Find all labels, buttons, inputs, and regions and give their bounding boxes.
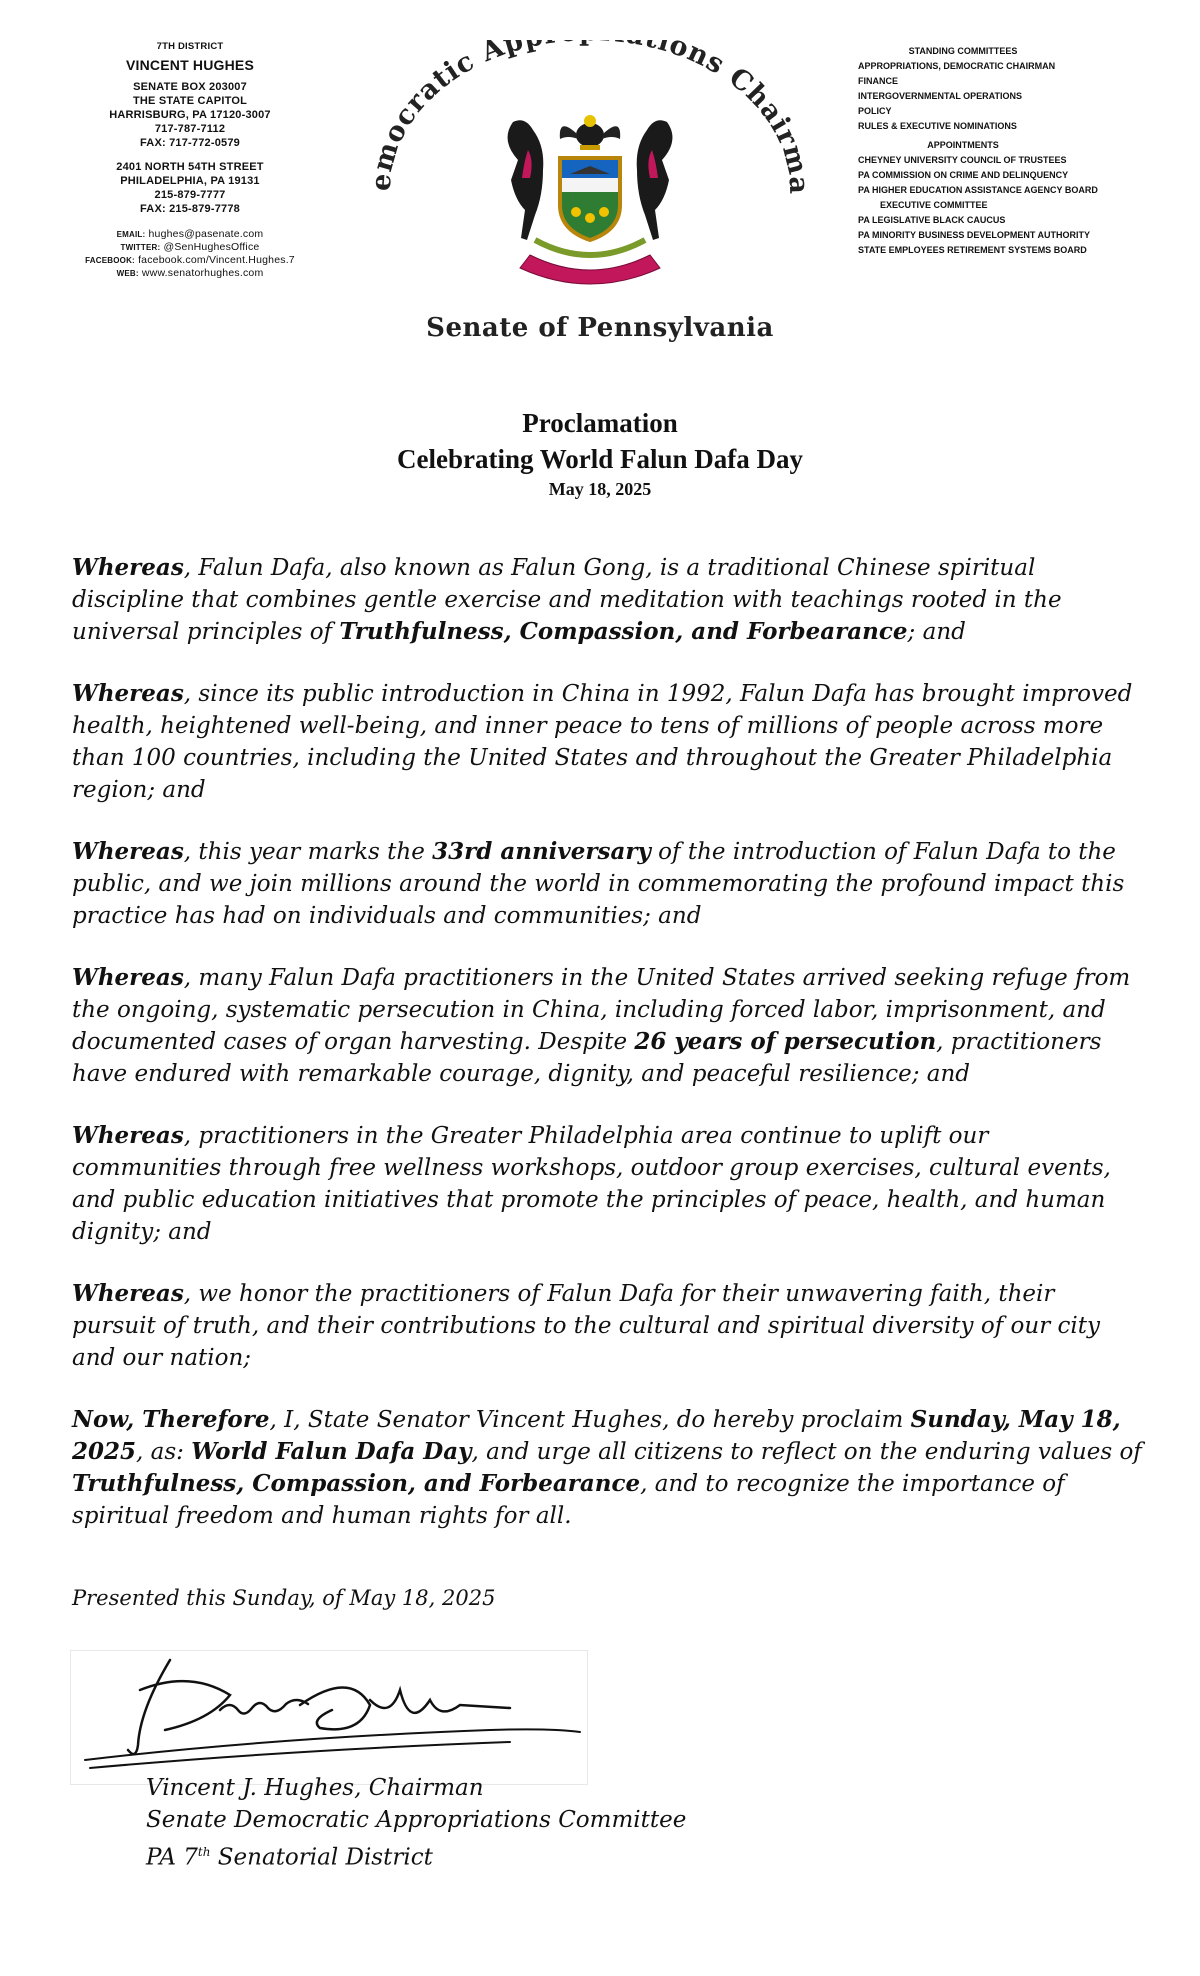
- whereas-paragraph: Whereas, many Falun Dafa practitioners in the United States arrived seeking refuge from the ongoing, systematic persecution in China, including forced labor, imprisonment, and documented cases of organ harvesting. Despite 26 years of persecution, practitioners have endured with remarkable courage, dignity, and peaceful resilience; and: [72, 964, 1131, 1087]
- pennsylvania-seal: [370, 40, 810, 310]
- capitol-line: 717-787-7112: [154, 123, 226, 135]
- page-title: Proclamation: [522, 408, 678, 438]
- coat-of-arms-icon: [370, 40, 810, 310]
- contact-email[interactable]: EMAIL: hughes@pasenate.com: [116, 228, 264, 240]
- appointment-item: PA HIGHER EDUCATION ASSISTANCE AGENCY BOARD: [858, 185, 1098, 195]
- committees-header: STANDING COMMITTEES: [908, 46, 1018, 56]
- signer-name: Vincent J. Hughes, Chairman: [146, 1775, 484, 1801]
- whereas-paragraph: Whereas, we honor the practitioners of Falun Dafa for their unwavering faith, their pursuit of truth, and their contributions to the cultural and spiritual diversity of our city and our nation;: [72, 1280, 1100, 1371]
- proclamation-heading: [0, 404, 1200, 502]
- appointment-item: PA LEGISLATIVE BLACK CAUCUS: [858, 215, 1006, 225]
- contact-facebook[interactable]: FACEBOOK: facebook.com/Vincent.Hughes.7: [85, 254, 295, 266]
- proclamation-date: May 18, 2025: [548, 479, 652, 499]
- resolution-paragraph: Now, Therefore, I, State Senator Vincent Hughes, do hereby proclaim Sunday, May 18, 2025, as: World Falun Dafa Day, and urge all citizens to reflect on the enduring values of Truthfulness, Compassion, and Forbearance, and to recognize the importance of spiritual freedom and human rights for all.: [72, 1406, 1142, 1529]
- signer-committee: Senate Democratic Appropriations Committee: [146, 1807, 687, 1833]
- appointments-header: APPOINTMENTS: [927, 140, 999, 150]
- committee-item: FINANCE: [858, 76, 898, 86]
- district-office-line: 2401 NORTH 54TH STREET: [116, 161, 264, 173]
- district-office-line: FAX: 215-879-7778: [139, 203, 240, 215]
- appointment-item: CHEYNEY UNIVERSITY COUNCIL OF TRUSTEES: [858, 155, 1067, 165]
- capitol-line: THE STATE CAPITOL: [132, 95, 247, 107]
- appointment-item: STATE EMPLOYEES RETIREMENT SYSTEMS BOARD: [858, 245, 1087, 255]
- appointment-item: EXECUTIVE COMMITTEE: [880, 200, 988, 210]
- letterhead-left: [40, 40, 340, 280]
- letterhead-right: [858, 44, 1178, 258]
- contact-web[interactable]: WEB: www.senatorhughes.com: [116, 267, 264, 279]
- whereas-paragraph: Whereas, this year marks the 33rd anniversary of the introduction of Falun Dafa to the public, and we join millions around the world in commemorating the profound impact this practice has had on individuals and communities; and: [72, 838, 1125, 929]
- seal-arc-text: mocratic Ap ions Chairm: [370, 40, 810, 179]
- contact-twitter[interactable]: TWITTER: @SenHughesOffice: [120, 241, 260, 253]
- committee-item: INTERGOVERNMENTAL OPERATIONS: [858, 91, 1023, 101]
- committee-item: APPROPRIATIONS, DEMOCRATIC CHAIRMAN: [858, 61, 1056, 71]
- presented-line: Presented this Sunday, of May 18, 2025: [72, 1586, 496, 1610]
- signature-icon: [70, 1650, 588, 1785]
- district-office-line: 215-879-7777: [154, 189, 226, 201]
- proclamation-body: [72, 552, 1142, 1562]
- signer-district: PA 7th Senatorial District: [146, 1844, 433, 1871]
- appointment-item: PA COMMISSION ON CRIME AND DELINQUENCY: [858, 170, 1069, 180]
- whereas-paragraph: Whereas, Falun Dafa, also known as Falun Gong, is a traditional Chinese spiritual discipline that combines gentle exercise and meditation with teachings rooted in the universal principles of Truthfulness, Compassion, and Forbearance; and: [72, 554, 1062, 645]
- appointment-item: PA MINORITY BUSINESS DEVELOPMENT AUTHORITY: [858, 230, 1091, 240]
- capitol-line: HARRISBURG, PA 17120-3007: [109, 109, 271, 121]
- whereas-paragraph: Whereas, since its public introduction in China in 1992, Falun Dafa has brought improved health, heightened well-being, and inner peace to tens of millions of people across more than 100 countries, including the United States and throughout the Greater Philadelphia region; and: [72, 680, 1133, 803]
- committee-item: POLICY: [858, 106, 892, 116]
- signer-block: [146, 1772, 686, 1874]
- signature: [70, 1650, 588, 1785]
- committee-item: RULES & EXECUTIVE NOMINATIONS: [858, 121, 1017, 131]
- page-subtitle: Celebrating World Falun Dafa Day: [396, 444, 803, 474]
- whereas-paragraph: Whereas, practitioners in the Greater Philadelphia area continue to uplift our communities through free wellness workshops, outdoor group exercises, cultural events, and public education initiatives that promote the principles of peace, health, and human dignity; and: [72, 1122, 1111, 1245]
- capitol-line: SENATE BOX 203007: [133, 81, 247, 93]
- capitol-line: FAX: 717-772-0579: [139, 137, 240, 149]
- senate-title: Senate of Pennsylvania: [426, 313, 774, 343]
- district-label: 7TH DISTRICT: [156, 41, 224, 52]
- contact-list: [40, 228, 340, 280]
- district-office-line: PHILADELPHIA, PA 19131: [120, 175, 260, 187]
- senator-name: VINCENT HUGHES: [125, 57, 255, 73]
